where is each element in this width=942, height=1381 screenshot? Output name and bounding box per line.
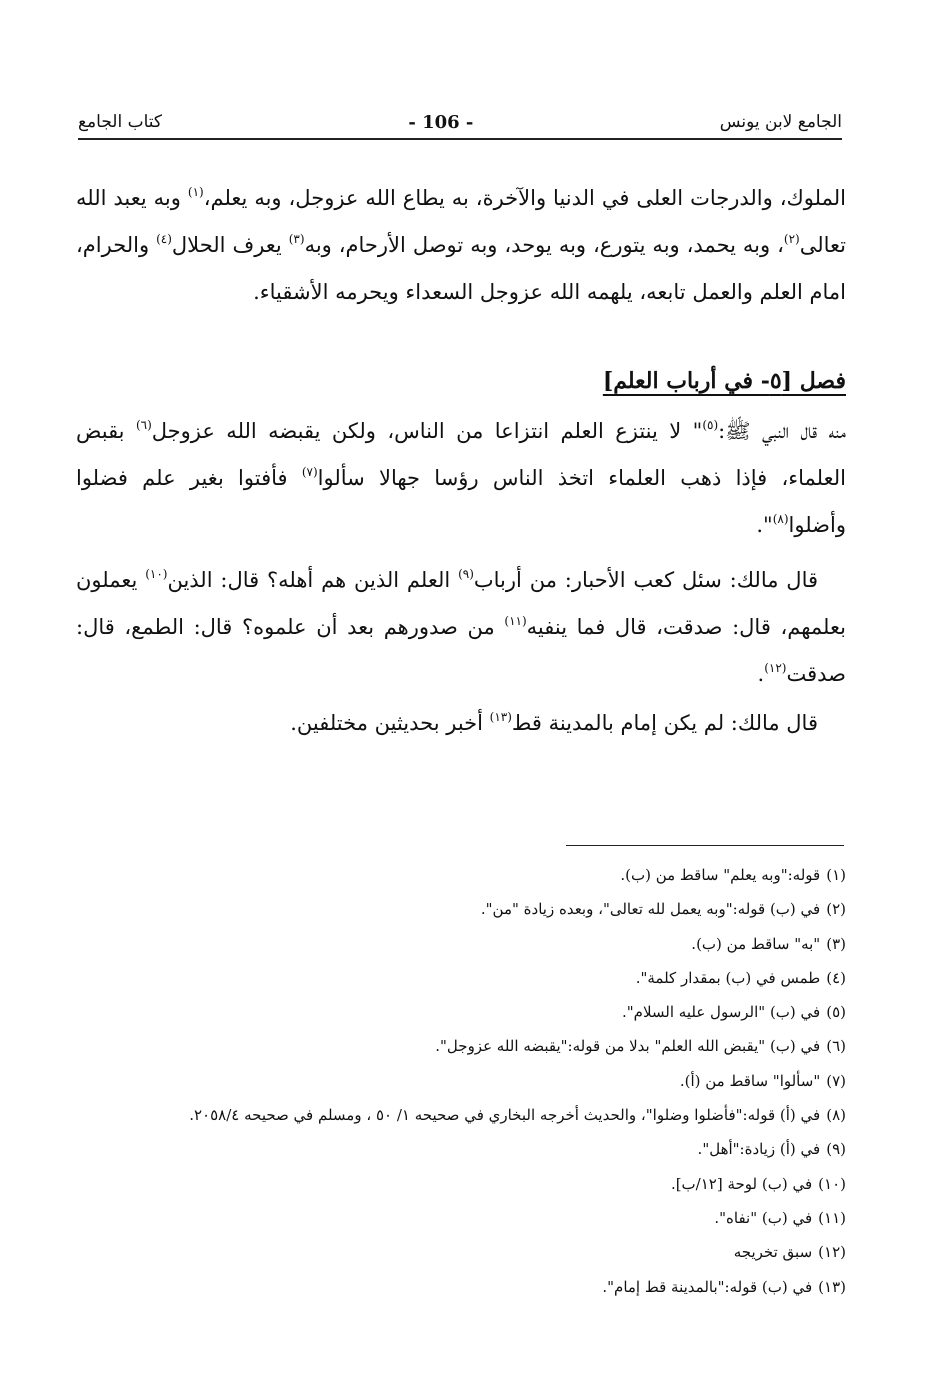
- text-run: بقبض العلماء، فإذا ذهب العلماء اتخذ الناس رؤسا جهالا سألوا: [76, 419, 846, 490]
- footnote-number: (٢): [826, 900, 846, 919]
- footnote: [90, 1167, 846, 1201]
- footnote-ref: (١٣): [489, 710, 512, 724]
- header-rule: [78, 138, 842, 140]
- footnote-ref: (١١): [504, 614, 527, 628]
- footnote-text: في (ب) "يقبض الله العلم" بدلا من قوله:"يقبضه الله عزوجل".: [435, 1037, 821, 1056]
- footnote: [90, 1064, 846, 1098]
- text-run: .: [757, 662, 765, 686]
- text-run: ، وبه يحمد، وبه يتورع، وبه يوحد، وبه توصل الأرحام، وبه: [304, 233, 784, 257]
- page-number: - 106 -: [408, 111, 474, 133]
- footnote-ref: (٥): [702, 418, 719, 432]
- text-run: " لا ينتزع العلم انتزاعا من الناس، ولكن يقبضه الله عزوجل: [151, 419, 703, 443]
- footnote: [90, 1132, 846, 1166]
- header-chapter-title: كتاب الجامع: [78, 112, 163, 132]
- paragraph-4: [76, 700, 846, 747]
- footnote: [90, 1235, 846, 1269]
- footnote-number: (١٣): [818, 1277, 846, 1296]
- text-run: الملوك، والدرجات العلى في الدنيا والآخرة، به يطاع الله عزوجل، وبه يعلم،: [203, 186, 846, 210]
- footnote-number: (١): [826, 866, 846, 884]
- header-book-title: الجامع لابن يونس: [719, 112, 842, 132]
- footnote-number: (٤): [826, 968, 846, 987]
- footnote: [90, 927, 846, 961]
- footnote-ref: (٣): [288, 232, 305, 246]
- footnote-number: (٨): [826, 1106, 846, 1125]
- section-heading: فصل [٥- في أرباب العلم]: [602, 368, 846, 394]
- paragraph-2: [76, 408, 846, 549]
- footnote-text: "به" ساقط من (ب).: [691, 934, 821, 953]
- footnote: [90, 995, 846, 1029]
- text-run: أخبر بحديثين مختلفين.: [290, 711, 490, 735]
- main-text: [76, 175, 846, 747]
- text-run: منه قال النبي ﷺ:: [718, 419, 846, 443]
- footnotes: [90, 858, 846, 1304]
- footnote-text: "سألوا" ساقط من (أ).: [679, 1071, 821, 1090]
- footnote-ref: (١٢): [764, 661, 787, 675]
- footnote-ref: (٨): [772, 512, 789, 526]
- footnote-ref: (٦): [135, 418, 152, 432]
- footnote-ref: (١): [187, 185, 204, 199]
- footnote-number: (١١): [818, 1208, 846, 1227]
- footnote-number: (١٠): [818, 1174, 846, 1193]
- footnote-text: في (ب) قوله:"بالمدينة قط إمام".: [602, 1277, 813, 1296]
- footnote-ref: (٤): [156, 232, 172, 246]
- footnote-ref: (٧): [301, 465, 318, 479]
- text-run: ".: [756, 513, 773, 537]
- text-run: قال مالك: لم يكن إمام بالمدينة قط: [511, 711, 818, 735]
- paragraph-3: [76, 557, 846, 698]
- footnote-text: في (ب) قوله:"وبه يعمل لله تعالى"، وبعده زيادة "من".: [480, 900, 821, 919]
- footnote-text: في (ب) "الرسول عليه السلام".: [622, 1003, 821, 1022]
- footnote-ref: (١٠): [145, 567, 168, 581]
- footnote-number: (١٢): [818, 1243, 846, 1262]
- footnote-number: (٩): [826, 1140, 846, 1159]
- text-run: يعملون بعلمهم، قال: صدقت، قال فما ينفيه: [76, 568, 846, 639]
- footnote-number: (٣): [826, 934, 846, 953]
- footnote-number: (٧): [826, 1071, 846, 1090]
- footnote-separator: [566, 845, 844, 846]
- footnote-ref: (٩): [458, 567, 474, 581]
- text-run: قال مالك: سئل كعب الأحبار: من أرباب: [473, 568, 819, 592]
- footnote: [90, 1270, 846, 1304]
- footnote-text: في (ب) "نفاه".: [714, 1208, 813, 1227]
- footnote: [90, 1098, 846, 1132]
- footnote: [90, 1029, 846, 1063]
- footnote-text: في (أ) زيادة:"أهل".: [697, 1140, 821, 1159]
- text-run: فأفتوا بغير علم فضلوا وأضلوا: [76, 466, 846, 537]
- text-run: العلم الذين هم أهله؟ قال: الذين: [167, 568, 459, 592]
- footnote-text: طمس في (ب) بمقدار كلمة".: [635, 968, 821, 987]
- footnote: [90, 892, 846, 926]
- footnote-number: (٦): [826, 1037, 846, 1056]
- footnote-text: سبق تخريجه: [733, 1243, 813, 1262]
- text-run: من صدورهم بعد أن علموه؟ قال: الطمع، قال: صدقت: [76, 615, 846, 686]
- footnote-text: في (ب) لوحة [١٢/ب].: [670, 1174, 813, 1193]
- running-header: [78, 108, 842, 136]
- footnote: [90, 1201, 846, 1235]
- text-run: وبه يعبد الله تعالى: [76, 186, 847, 257]
- paragraph-1: [76, 175, 846, 316]
- footnote: [90, 858, 846, 892]
- text-run: والحرام، امام العلم والعمل تابعه، يلهمه الله عزوجل السعداء ويحرمه الأشقياء.: [76, 233, 846, 304]
- text-run: يعرف الحلال: [171, 233, 289, 257]
- footnote-text: قوله:"وبه يعلم" ساقط من (ب).: [620, 866, 821, 884]
- footnote-text: في (أ) قوله:"فأضلوا وضلوا"، والحديث أخرجه البخاري في صحيحه ١/ ٥٠ ، ومسلم في صحيحه ٢٠٥٨/٤.: [189, 1106, 821, 1125]
- footnote-number: (٥): [826, 1003, 846, 1022]
- footnote: [90, 961, 846, 995]
- footnote-ref: (٢): [783, 232, 800, 246]
